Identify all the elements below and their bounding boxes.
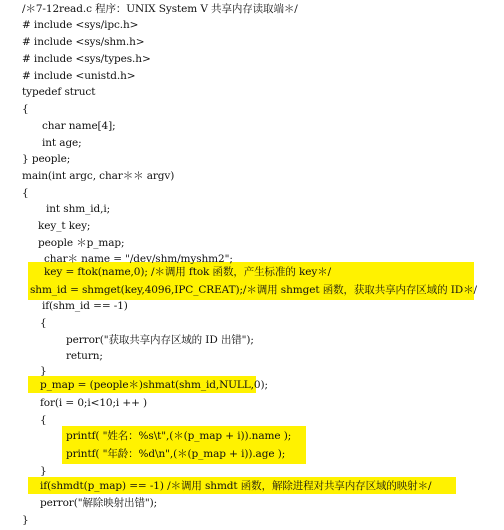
code-line-highlighted: printf( "姓名：%s\t",(＊(p_map + i)).name );	[66, 430, 292, 442]
code-line-if: if(shm_id == -1)	[42, 300, 128, 312]
code-line-comment: /＊7-12read.c 程序：UNIX System V 共享内存读取端＊/	[22, 3, 298, 15]
code-line-for: for(i = 0;i<10;i ++ )	[40, 397, 148, 409]
code-line-typedef: typedef struct	[22, 86, 96, 98]
code-line-highlighted: key = ftok(name,0); /＊调用 ftok 函数，产生标准的 key＊/	[44, 266, 332, 278]
code-line-brace: }	[40, 365, 47, 377]
code-line-brace: }	[40, 465, 47, 477]
code-line-highlighted: printf( "年龄：%d\n",(＊(p_map + i)).age );	[66, 448, 286, 460]
code-line-include: # include <unistd.h>	[22, 70, 136, 82]
code-line-decl: char＊ name = "/dev/shm/myshm2";	[44, 253, 233, 265]
code-line-field: char name[4];	[42, 120, 116, 132]
code-line-decl: people ＊p_map;	[38, 237, 125, 249]
code-line-return: return;	[66, 350, 103, 362]
code-line-perror: perror("获取共享内存区域的 ID 出错");	[66, 334, 254, 346]
code-line-main: main(int argc, char＊＊ argv)	[22, 170, 175, 182]
code-line-highlighted: shm_id = shmget(key,4096,IPC_CREAT);/＊调用 shmget 函数，获取共享内存区域的 ID＊/	[30, 284, 477, 296]
code-line-include: # include <sys/shm.h>	[22, 36, 145, 48]
code-line-field: int age;	[42, 137, 82, 149]
code-line-brace: {	[22, 103, 29, 115]
code-line-highlighted: p_map = (people＊)shmat(shm_id,NULL,0);	[40, 379, 268, 391]
code-line-brace: }	[22, 514, 29, 526]
code-line-brace: } people;	[22, 153, 71, 165]
code-line-decl: int shm_id,i;	[46, 203, 111, 215]
code-line-brace: {	[22, 187, 29, 199]
code-line-include: # include <sys/ipc.h>	[22, 19, 139, 31]
code-line-decl: key_t key;	[38, 220, 91, 232]
code-line-brace: {	[40, 414, 47, 426]
code-line-highlighted: if(shmdt(p_map) == -1) /＊调用 shmdt 函数，解除进程对共享内存区域的映射＊/	[40, 480, 432, 492]
code-line-include: # include <sys/types.h>	[22, 53, 151, 65]
code-line-brace: {	[40, 317, 47, 329]
code-line-perror: perror("解除映射出错");	[40, 497, 158, 509]
